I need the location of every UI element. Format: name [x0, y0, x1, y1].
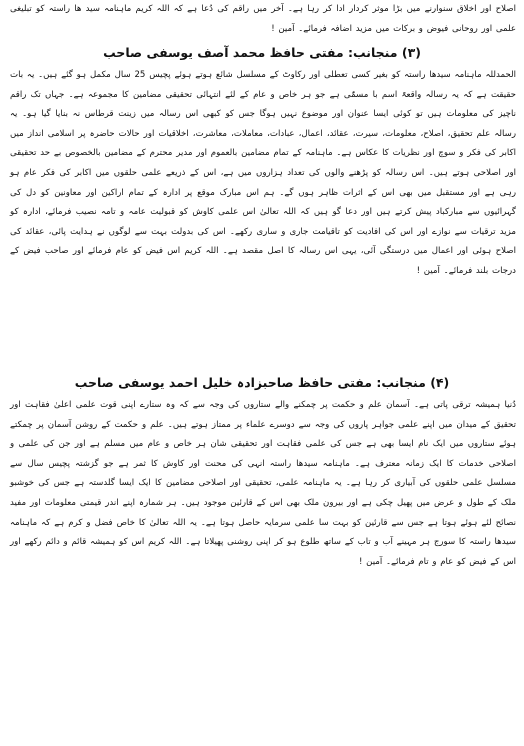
section-3-body: الحمدللہ ماہنامہ سیدھا راستہ کو بغیر کسی تعطلی اور رکاوٹ کے مسلسل شائع ہوتے ہوئے پچیس 25 سال مکمل ہو گئے ہیں۔ یہ بات حقیقت ہے کہ یہ رسالہ واقعۃً اسم با مسمّٰی ہے جو ہر خاص و عام کے لئے انتہائی تحقیقی مضامین کا مجموعہ ہے۔ جہاں تک راقم ناچیز کی معلومات ہیں تو کوئی ایسا عنوان اور موضوع نہیں ہوگا جس کو کبھی اس رسالہ میں زینت قرطاس نہ بنایا گیا ہو۔ یہ رسالہ علم تحقیق، اصلاح، معلومات، سیرت، عقائد، اعمال، عبادات، معاملات، معاشرت، اخلاقیات اور حالات حاضرہ پر اسلامی انداز میں اکابر کی فکر و سوچ اور نظریات کا عکاس ہے۔ ماہنامہ کے تمام مضامین بالعموم اور مدیر محترم کے مضامین بالخصوص بے حد تحقیقی اور اصلاحی ہوتے ہیں۔ اس رسالہ کو پڑھنے والوں کی تعداد ہزاروں میں ہے، اس کے ذریعے علمی حلقوں میں اکابر کی فکر عام ہو رہی ہے اور مستقبل میں بھی اس کے اثرات ظاہر ہوں گے۔ ہم اس مبارک موقع پر ادارہ کے تمام اراکین اور معاونین کو دل کی گہرائیوں سے مبارکباد پیش کرتے ہیں اور دعا گو ہیں کہ اللہ تعالیٰ اس علمی کاوش کو قبولیت عامہ و تامہ نصیب فرمائے، ادارہ کو مزید ترقیات سے نوازے اور اس کی افادیت کو تاقیامت جاری و ساری رکھے۔ اس کی بدولت بہت سے لوگوں نے ہدایت پائی، عقائد کی اصلاح ہوئی اور اعمال میں درستگی آئی، یہی اس رسالہ کا اصل مقصد ہے۔ اللہ کریم اس فیض کو عام فرمائے اور صاحب فیض کے درجات بلند فرمائے۔ آمین !: [10, 70, 516, 276]
section-3-heading: (۳) منجانب: مفتی حافظ محمد آصف یوسفی صاحب: [103, 45, 421, 60]
section-4-body: دُنیا ہمیشہ ترقی پاتی ہے۔ آسمان علم و حکمت پر چمکنے والے ستاروں کی وجہ سے کہ وہ ستارے اپنی قوت علمی اعلیٰ فقاہت اور تحقیق کے میدان میں اپنے علمی جواہر پاروں کی وجہ سے دوسرے علماء پر ممتاز ہوتے ہیں۔ علم و حکمت کے روشن آسمان پر چمکتے ہوئے ستاروں میں ایک نام ایسا بھی ہے جس کی علمی فقاہت اور تحقیقی شان ہر خاص و عام میں مسلم ہے اور جن کی علمی و اصلاحی خدمات کا ایک زمانہ معترف ہے۔ ماہنامہ سیدھا راستہ انہی کی محنت اور کاوش کا ثمر ہے جو گزشتہ پچیس سال سے مسلسل علمی حلقوں کی آبیاری کر رہا ہے۔ یہ ماہنامہ علمی، تحقیقی اور اصلاحی مضامین کا ایک ایسا گلدستہ ہے جس کی خوشبو ملک کے طول و عرض میں پھیل چکی ہے اور بیرون ملک بھی اس کے قارئین موجود ہیں۔ ہر شمارہ اپنے اندر قیمتی معلومات اور مفید نصائح لئے ہوئے ہوتا ہے جس سے قارئین کو بہت سا علمی سرمایہ حاصل ہوتا ہے۔ یہ اللہ تعالیٰ کا خاص فضل و کرم ہے کہ ماہنامہ سیدھا راستہ کا سورج ہر مہینے آب و تاب کے ساتھ طلوع ہو کر اپنی روشنی پھیلاتا ہے۔ اللہ کریم اس کو ہمیشہ قائم و دائم رکھے اور اس کے فیض کو عام و تام فرمائے۔ آمین !: [10, 400, 516, 567]
intro-paragraph: اصلاح اور اخلاق سنوارنے میں بڑا موثر کردار ادا کر رہا ہے۔ آخر میں راقم کی دُعا ہے کہ اللہ کریم ماہنامہ سید ھا راستہ کو تبلیغی علمی اور روحانی فیوض و برکات میں مزید اضافہ فرمائے۔ آمین !: [10, 4, 516, 34]
section-4-heading: (۴) منجانب: مفتی حافظ صاحبزادہ خلیل احمد یوسفی صاحب: [74, 375, 450, 390]
